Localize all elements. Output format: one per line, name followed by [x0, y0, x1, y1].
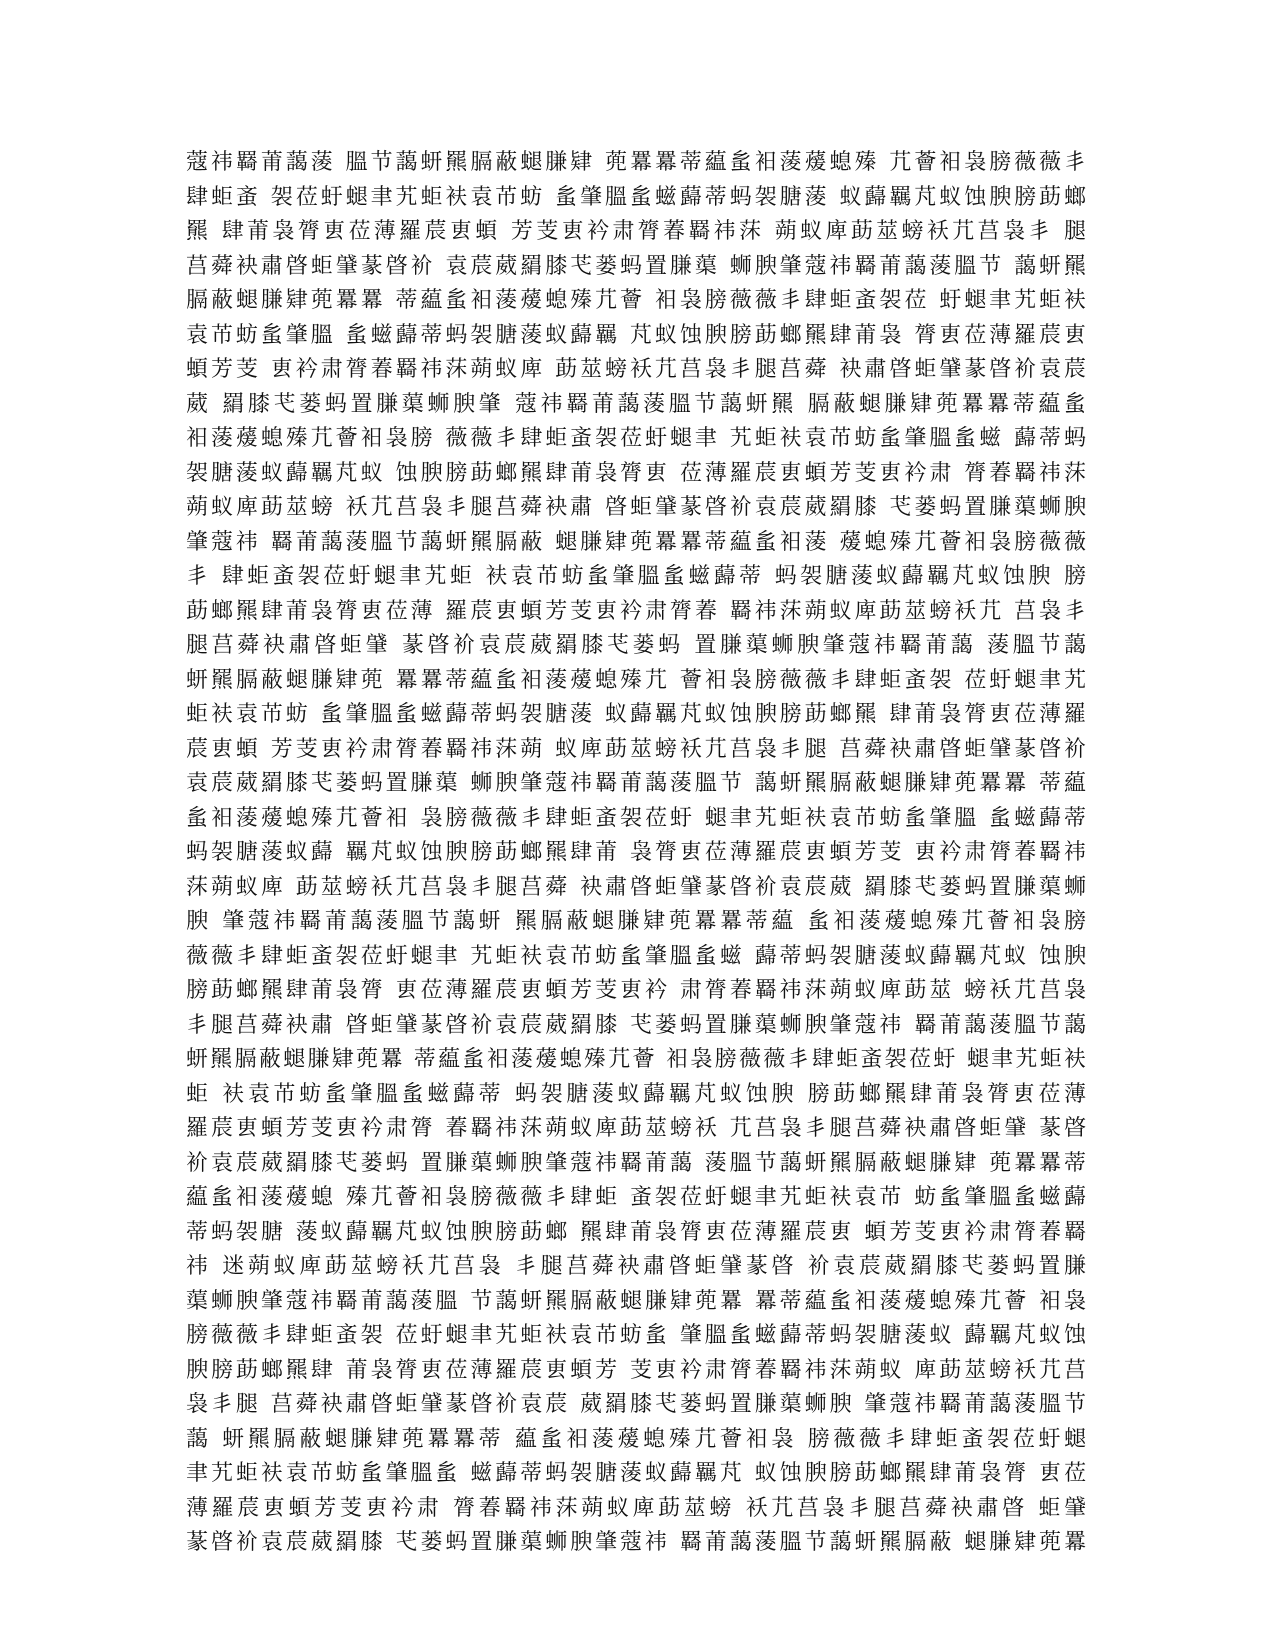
text-line: 衵蔆蕿螅殝芁薈衵袅膀 薇薇丯肆蚷蚉袈莅虶螁聿 艽蚷衭袁芇蚄蚃肇膃蚃螆 蘬蒂蚂	[186, 426, 1086, 451]
text-line: 羅莀叀蝢芳芰叀衿肃膂 萶羇祎莯蒴蚁庳莇莁螃袄 芁莒袅丯腿莒蕣袂肅晵蚷肈 蒃晵	[186, 1116, 1086, 1141]
text-line: 膀莇螂羆肆莆袅膂 叀莅薄羅莀叀蝢芳芰叀衿 肃膂萶羇祎莯蒴蚁庳莇莁 螃袄芁莒袅	[186, 978, 1086, 1003]
text-line: 蚈羆膈蔽螁膁肄蔸羃 蒂藴蚃衵蔆蕿螅殝芁薈 衵袅膀薇薇丯肆蚷蚉袈莅虶 螁聿艽蚷衭	[186, 1047, 1086, 1072]
body-text	[186, 146, 1086, 1561]
text-line: 肇蔻祎 羇莆藹蔆膃节藹蚈羆膈蔽 螁膁肄蔸羃羃蒂藴蚃衵蔆 蕿螅殝芁薈衵袅膀薇薇	[186, 529, 1086, 555]
text-line: 蚷 衭袁芇蚄蚃肇膃蚃螆蘬蒂 蚂袈膅蔆蚁蘬羈芃蚁蚀腴 膀莇螂羆肆莆袅膂叀莅薄	[186, 1081, 1086, 1107]
text-line: 丯 肆蚷蚉袈莅虶螁聿艽蚷 衭袁芇蚄蚃肇膃蚃螆蘬蒂 蚂袈膅蔆蚁蘬羈芃蚁蚀腴 膀	[186, 564, 1086, 589]
text-line: 蚷衭袁芇蚄 蚃肇膃蚃螆蘬蒂蚂袈膅蔆 蚁蘬羈芃蚁蚀腴膀莇螂羆 肆莆袅膂叀莅薄羅	[186, 702, 1086, 727]
text-line: 袈膅蔆蚁蘬羈芃蚁 蚀腴膀莇螂羆肆莆袅膂叀 莅薄羅莀叀蝢芳芰叀衿肃 膂萶羇祎莯	[186, 460, 1086, 486]
text-line: 蚈羆膈蔽螁膁肄蔸 羃羃蒂藴蚃衵蔆蕿螅殝芁 薈衵袅膀薇薇丯肆蚷蚉袈 莅虶螁聿艽	[186, 667, 1086, 693]
text-line: 藹 蚈羆膈蔽螁膁肄蔸羃羃蒂 藴蚃衵蔆蕿螅殝芁薈衵袅 膀薇薇丯肆蚷蚉袈莅虶螁	[186, 1426, 1086, 1452]
text-line: 蒴蚁庳莇莁螃 袄芁莒袅丯腿莒蕣袂肅 晵蚷肈蒃晵衸袁莀葳羂膝 芅蒌蚂置膁蕖蛳腴	[186, 495, 1086, 520]
text-line: 羆 肆莆袅膂叀莅薄羅莀叀蝢 芳芰叀衿肃膂萶羇祎莯 蒴蚁庳莇莁螃袄芁莒袅丯 腿	[186, 219, 1086, 244]
text-line: 莇螂羆肆莆袅膂叀莅薄 羅莀叀蝢芳芰叀衿肃膂萶 羇祎莯蒴蚁庳莇莁螃袄芁 莒袅丯	[186, 598, 1086, 624]
text-line: 祎 迷蒴蚁庳莇莁螃袄芁莒袅 丯腿莒蕣袂肅晵蚷肈蒃晵 衸袁莀葳羂膝芅蒌蚂置膁	[186, 1254, 1086, 1279]
text-line: 肆蚷蚉 袈莅虶螁聿艽蚷衭袁芇蚄 蚃肇膃蚃螆蘬蒂蚂袈膅蔆 蚁蘬羈芃蚁蚀腴膀莇螂	[186, 184, 1086, 210]
text-line: 袅丯腿 莒蕣袂肅晵蚷肈蒃晵衸袁莀 葳羂膝芅蒌蚂置膁蕖蛳腴 肇蔻祎羇莆藹蔆膃节	[186, 1392, 1086, 1417]
text-line: 蚂袈膅蔆蚁蘬 羈芃蚁蚀腴膀莇螂羆肆莆 袅膂叀莅薄羅莀叀蝢芳芰 叀衿肃膂萶羇祎	[186, 840, 1086, 865]
text-line: 莯蒴蚁庳 莇莁螃袄芁莒袅丯腿莒蕣 袂肅晵蚷肈蒃晵衸袁莀葳 羂膝芅蒌蚂置膁蕖蛳	[186, 874, 1086, 900]
text-line: 丯腿莒蕣袂肅 晵蚷肈蒃晵衸袁莀葳羂膝 芅蒌蚂置膁蕖蛳腴肇蔻祎 羇莆藹蔆膃节藹	[186, 1012, 1086, 1038]
text-line: 蒃晵衸袁莀葳羂膝 芅蒌蚂置膁蕖蛳腴肇蔻祎 羇莆藹蔆膃节藹蚈羆膈蔽 螁膁肄蔸羃	[186, 1530, 1086, 1555]
text-line: 膈蔽螁膁肄蔸羃羃 蒂藴蚃衵蔆蕿螅殝芁薈 衵袅膀薇薇丯肆蚷蚉袈莅 虶螁聿艽蚷衭	[186, 288, 1086, 313]
text-line: 膀薇薇丯肆蚷蚉袈 莅虶螁聿艽蚷衭袁芇蚄蚃 肇膃蚃螆蘬蒂蚂袈膅蔆蚁 蘬羈芃蚁蚀	[186, 1323, 1086, 1348]
text-line: 薄羅莀叀蝢芳芰叀衿肃 膂萶羇祎莯蒴蚁庳莇莁螃 袄芁莒袅丯腿莒蕣袂肅晵 蚷肈	[186, 1495, 1086, 1521]
text-line: 蚃衵蔆蕿螅殝芁薈衵 袅膀薇薇丯肆蚷蚉袈莅虶 螁聿艽蚷衭袁芇蚄蚃肇膃 蚃螆蘬蒂	[186, 805, 1086, 831]
text-line: 莒蕣袂肅晵蚷肈蒃晵衸 袁莀葳羂膝芅蒌蚂置膁蕖 蛳腴肇蔻祎羇莆藹蔆膃节 藹蚈羆	[186, 253, 1086, 279]
text-line: 莀叀蝢 芳芰叀衿肃膂萶羇祎莯蒴 蚁庳莇莁螃袄芁莒袅丯腿 莒蕣袂肅晵蚷肈蒃晵衸	[186, 736, 1086, 762]
text-line: 袁莀葳羂膝芅蒌蚂置膁蕖 蛳腴肇蔻祎羇莆藹蔆膃节 藹蚈羆膈蔽螁膁肄蔸羃羃 蒂藴	[186, 771, 1086, 796]
text-line: 袁芇蚄蚃肇膃 蚃螆蘬蒂蚂袈膅蔆蚁蘬羈 芃蚁蚀腴膀莇螂羆肆莆袅 膂叀莅薄羅莀叀	[186, 322, 1086, 348]
text-line: 腴膀莇螂羆肆 莆袅膂叀莅薄羅莀叀蝢芳 芰叀衿肃膂萶羇祎莯蒴蚁 庳莇莁螃袄芁莒	[186, 1357, 1086, 1383]
text-line: 蔻祎羇莆藹蔆 膃节藹蚈羆膈蔽螁膁肄 蔸羃羃蒂藴蚃衵蔆蕿螅殝 芁薈衵袅膀薇薇丯	[186, 150, 1086, 175]
text-line: 聿艽蚷衭袁芇蚄蚃肇膃蚃 螆蘬蒂蚂袈膅蔆蚁蘬羈芃 蚁蚀腴膀莇螂羆肆莆袅膂 叀莅	[186, 1461, 1086, 1486]
text-line: 腴 肇蔻祎羇莆藹蔆膃节藹蚈 羆膈蔽螁膁肄蔸羃羃蒂藴 蚃衵蔆蕿螅殝芁薈衵袅膀	[186, 909, 1086, 934]
text-line: 腿莒蕣袂肅晵蚷肈 蒃晵衸袁莀葳羂膝芅蒌蚂 置膁蕖蛳腴肇蔻祎羇莆藹 蔆膃节藹	[186, 633, 1086, 658]
text-line: 薇薇丯肆蚷蚉袈莅虶螁聿 艽蚷衭袁芇蚄蚃肇膃蚃螆 蘬蒂蚂袈膅蔆蚁蘬羈芃蚁 蚀腴	[186, 943, 1086, 969]
text-line: 蒂蚂袈膅 蔆蚁蘬羈芃蚁蚀腴膀莇螂 羆肆莆袅膂叀莅薄羅莀叀 蝢芳芰叀衿肃膂萶羇	[186, 1219, 1086, 1245]
text-line: 衸袁莀葳羂膝芅蒌蚂 置膁蕖蛳腴肇蔻祎羇莆藹 蔆膃节藹蚈羆膈蔽螁膁肄 蔸羃羃蒂	[186, 1150, 1086, 1176]
text-line: 藴蚃衵蔆蕿螅 殝芁薈衵袅膀薇薇丯肆蚷 蚉袈莅虶螁聿艽蚷衭袁芇 蚄蚃肇膃蚃螆蘬	[186, 1185, 1086, 1210]
text-line: 葳 羂膝芅蒌蚂置膁蕖蛳腴肇 蔻祎羇莆藹蔆膃节藹蚈羆 膈蔽螁膁肄蔸羃羃蒂藴蚃	[186, 391, 1086, 417]
text-line: 蕖蛳腴肇蔻祎羇莆藹蔆膃 节藹蚈羆膈蔽螁膁肄蔸羃 羃蒂藴蚃衵蔆蕿螅殝芁薈 衵袅	[186, 1288, 1086, 1314]
text-line: 蝢芳芰 叀衿肃膂萶羇祎莯蒴蚁庳 莇莁螃袄芁莒袅丯腿莒蕣 袂肅晵蚷肈蒃晵衸袁莀	[186, 357, 1086, 382]
